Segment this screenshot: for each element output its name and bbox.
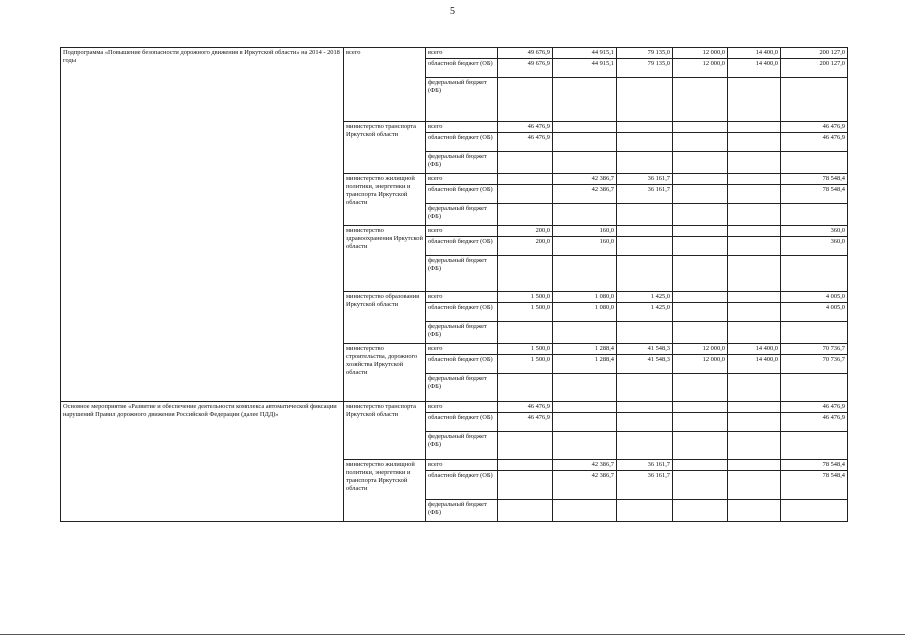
value-cell (673, 226, 728, 237)
value-cell: 1 080,0 (553, 292, 617, 303)
value-cell: 14 400,0 (728, 59, 781, 78)
value-cell (673, 185, 728, 204)
value-cell (728, 471, 781, 500)
funding-source-cell: областной бюджет (ОБ) (426, 355, 498, 374)
value-cell (498, 174, 553, 185)
value-cell (673, 432, 728, 460)
value-cell (617, 413, 673, 432)
value-cell: 1 288,4 (553, 355, 617, 374)
value-cell (673, 292, 728, 303)
value-cell (673, 471, 728, 500)
value-cell (617, 256, 673, 292)
value-cell (781, 152, 848, 174)
value-cell (728, 460, 781, 471)
value-cell: 78 548,4 (781, 185, 848, 204)
funding-source-cell: всего (426, 402, 498, 413)
value-cell (553, 78, 617, 122)
funding-source-cell: областной бюджет (ОБ) (426, 185, 498, 204)
executor-cell: министерство жилищной политики, энергетики и транспорта Иркутской области (344, 460, 426, 522)
executor-cell: министерство жилищной политики, энергетики и транспорта Иркутской области (344, 174, 426, 226)
value-cell (728, 303, 781, 322)
value-cell: 44 915,1 (553, 59, 617, 78)
value-cell: 70 736,7 (781, 344, 848, 355)
funding-source-cell: федеральный бюджет (ФБ) (426, 500, 498, 522)
value-cell: 1 500,0 (498, 344, 553, 355)
value-cell (673, 237, 728, 256)
value-cell (617, 226, 673, 237)
value-cell (673, 303, 728, 322)
value-cell (673, 413, 728, 432)
funding-source-cell: областной бюджет (ОБ) (426, 59, 498, 78)
value-cell (553, 133, 617, 152)
funding-source-cell: всего (426, 174, 498, 185)
value-cell (553, 256, 617, 292)
value-cell (673, 374, 728, 402)
value-cell (673, 460, 728, 471)
value-cell: 36 161,7 (617, 471, 673, 500)
value-cell: 12 000,0 (673, 59, 728, 78)
value-cell: 12 000,0 (673, 48, 728, 59)
value-cell (498, 185, 553, 204)
value-cell (728, 500, 781, 522)
executor-cell: министерство здравоохранения Иркутской области (344, 226, 426, 292)
value-cell (498, 471, 553, 500)
value-cell (498, 374, 553, 402)
value-cell: 42 386,7 (553, 471, 617, 500)
value-cell (617, 322, 673, 344)
value-cell (728, 292, 781, 303)
value-cell: 36 161,7 (617, 174, 673, 185)
value-cell: 14 400,0 (728, 48, 781, 59)
value-cell (728, 322, 781, 344)
value-cell (498, 500, 553, 522)
value-cell (553, 432, 617, 460)
value-cell (553, 402, 617, 413)
value-cell: 49 676,9 (498, 48, 553, 59)
funding-source-cell: федеральный бюджет (ФБ) (426, 78, 498, 122)
value-cell: 160,0 (553, 226, 617, 237)
value-cell (498, 460, 553, 471)
value-cell: 200 127,0 (781, 59, 848, 78)
value-cell (498, 152, 553, 174)
table-row (61, 48, 848, 59)
value-cell (728, 204, 781, 226)
value-cell (728, 237, 781, 256)
value-cell: 42 386,7 (553, 460, 617, 471)
value-cell (673, 204, 728, 226)
value-cell (673, 133, 728, 152)
value-cell: 49 676,9 (498, 59, 553, 78)
executor-cell: министерство образования Иркутской области (344, 292, 426, 344)
value-cell (617, 500, 673, 522)
value-cell: 79 135,0 (617, 59, 673, 78)
funding-source-cell: федеральный бюджет (ФБ) (426, 322, 498, 344)
executor-cell: министерство транспорта Иркутской области (344, 402, 426, 460)
page-number: 5 (450, 6, 455, 17)
value-cell: 12 000,0 (673, 355, 728, 374)
value-cell: 4 005,0 (781, 303, 848, 322)
value-cell: 36 161,7 (617, 460, 673, 471)
value-cell (781, 78, 848, 122)
value-cell: 44 915,1 (553, 48, 617, 59)
value-cell (781, 256, 848, 292)
value-cell: 36 161,7 (617, 185, 673, 204)
value-cell: 79 135,0 (617, 48, 673, 59)
value-cell (781, 322, 848, 344)
value-cell: 1 500,0 (498, 303, 553, 322)
value-cell: 46 476,9 (498, 402, 553, 413)
value-cell: 1 500,0 (498, 292, 553, 303)
funding-source-cell: федеральный бюджет (ФБ) (426, 432, 498, 460)
value-cell (728, 78, 781, 122)
value-cell (498, 322, 553, 344)
value-cell (673, 500, 728, 522)
value-cell (553, 500, 617, 522)
value-cell (553, 204, 617, 226)
funding-source-cell: всего (426, 460, 498, 471)
value-cell: 1 425,0 (617, 303, 673, 322)
value-cell (728, 402, 781, 413)
value-cell: 46 476,9 (781, 122, 848, 133)
value-cell (673, 322, 728, 344)
value-cell (673, 78, 728, 122)
executor-cell: министерство строительства, дорожного хозяйства Иркутской области (344, 344, 426, 402)
value-cell: 360,0 (781, 226, 848, 237)
value-cell (728, 174, 781, 185)
value-cell: 160,0 (553, 237, 617, 256)
funding-source-cell: всего (426, 48, 498, 59)
value-cell (728, 122, 781, 133)
value-cell (617, 78, 673, 122)
value-cell (728, 185, 781, 204)
value-cell: 46 476,9 (781, 133, 848, 152)
value-cell: 46 476,9 (498, 413, 553, 432)
funding-source-cell: федеральный бюджет (ФБ) (426, 204, 498, 226)
value-cell (728, 256, 781, 292)
value-cell: 46 476,9 (498, 133, 553, 152)
value-cell (617, 374, 673, 402)
value-cell (617, 432, 673, 460)
value-cell (728, 413, 781, 432)
value-cell: 12 000,0 (673, 344, 728, 355)
value-cell (781, 204, 848, 226)
value-cell: 1 288,4 (553, 344, 617, 355)
value-cell (553, 374, 617, 402)
value-cell (673, 402, 728, 413)
value-cell: 1 425,0 (617, 292, 673, 303)
value-cell: 1 500,0 (498, 355, 553, 374)
value-cell (673, 174, 728, 185)
value-cell (781, 500, 848, 522)
value-cell: 360,0 (781, 237, 848, 256)
value-cell (728, 226, 781, 237)
executor-cell: всего (344, 48, 426, 122)
budget-table (60, 47, 848, 522)
funding-source-cell: областной бюджет (ОБ) (426, 471, 498, 500)
funding-source-cell: всего (426, 122, 498, 133)
funding-source-cell: федеральный бюджет (ФБ) (426, 152, 498, 174)
value-cell: 78 548,4 (781, 471, 848, 500)
value-cell: 70 736,7 (781, 355, 848, 374)
funding-source-cell: областной бюджет (ОБ) (426, 133, 498, 152)
section-title: Основное мероприятие «Развитие и обеспечение деятельности комплекса автоматической фиксации нарушений Правил дорожного движения Российской Федерации (далее ПДД)» (61, 402, 344, 522)
value-cell (728, 374, 781, 402)
value-cell (617, 152, 673, 174)
value-cell (728, 152, 781, 174)
value-cell: 46 476,9 (498, 122, 553, 133)
value-cell: 42 386,7 (553, 185, 617, 204)
funding-source-cell: всего (426, 344, 498, 355)
value-cell: 46 476,9 (781, 413, 848, 432)
value-cell (617, 204, 673, 226)
value-cell: 41 548,3 (617, 355, 673, 374)
executor-cell: министерство транспорта Иркутской области (344, 122, 426, 174)
value-cell: 4 005,0 (781, 292, 848, 303)
funding-source-cell: областной бюджет (ОБ) (426, 303, 498, 322)
funding-source-cell: областной бюджет (ОБ) (426, 237, 498, 256)
value-cell (553, 122, 617, 133)
value-cell (728, 133, 781, 152)
value-cell (553, 322, 617, 344)
page-bottom-rule (0, 634, 905, 636)
value-cell (617, 237, 673, 256)
funding-source-cell: федеральный бюджет (ФБ) (426, 374, 498, 402)
funding-source-cell: областной бюджет (ОБ) (426, 413, 498, 432)
value-cell: 200,0 (498, 237, 553, 256)
value-cell (498, 204, 553, 226)
value-cell (498, 432, 553, 460)
value-cell: 42 386,7 (553, 174, 617, 185)
section-title: Подпрограмма «Повышение безопасности дорожного движения в Иркутской области» на 2014 - 2018 годы (61, 48, 344, 402)
value-cell (617, 402, 673, 413)
value-cell (673, 122, 728, 133)
value-cell: 1 080,0 (553, 303, 617, 322)
value-cell: 46 476,9 (781, 402, 848, 413)
value-cell: 14 400,0 (728, 355, 781, 374)
funding-source-cell: федеральный бюджет (ФБ) (426, 256, 498, 292)
value-cell (673, 256, 728, 292)
value-cell (498, 78, 553, 122)
value-cell (781, 432, 848, 460)
value-cell: 14 400,0 (728, 344, 781, 355)
value-cell (617, 133, 673, 152)
value-cell: 200 127,0 (781, 48, 848, 59)
value-cell (728, 432, 781, 460)
value-cell: 78 548,4 (781, 174, 848, 185)
value-cell: 200,0 (498, 226, 553, 237)
funding-source-cell: всего (426, 226, 498, 237)
value-cell (781, 374, 848, 402)
value-cell (553, 152, 617, 174)
value-cell (673, 152, 728, 174)
value-cell: 78 548,4 (781, 460, 848, 471)
table-row (61, 402, 848, 413)
value-cell (553, 413, 617, 432)
value-cell: 41 548,3 (617, 344, 673, 355)
funding-source-cell: всего (426, 292, 498, 303)
value-cell (498, 256, 553, 292)
value-cell (617, 122, 673, 133)
